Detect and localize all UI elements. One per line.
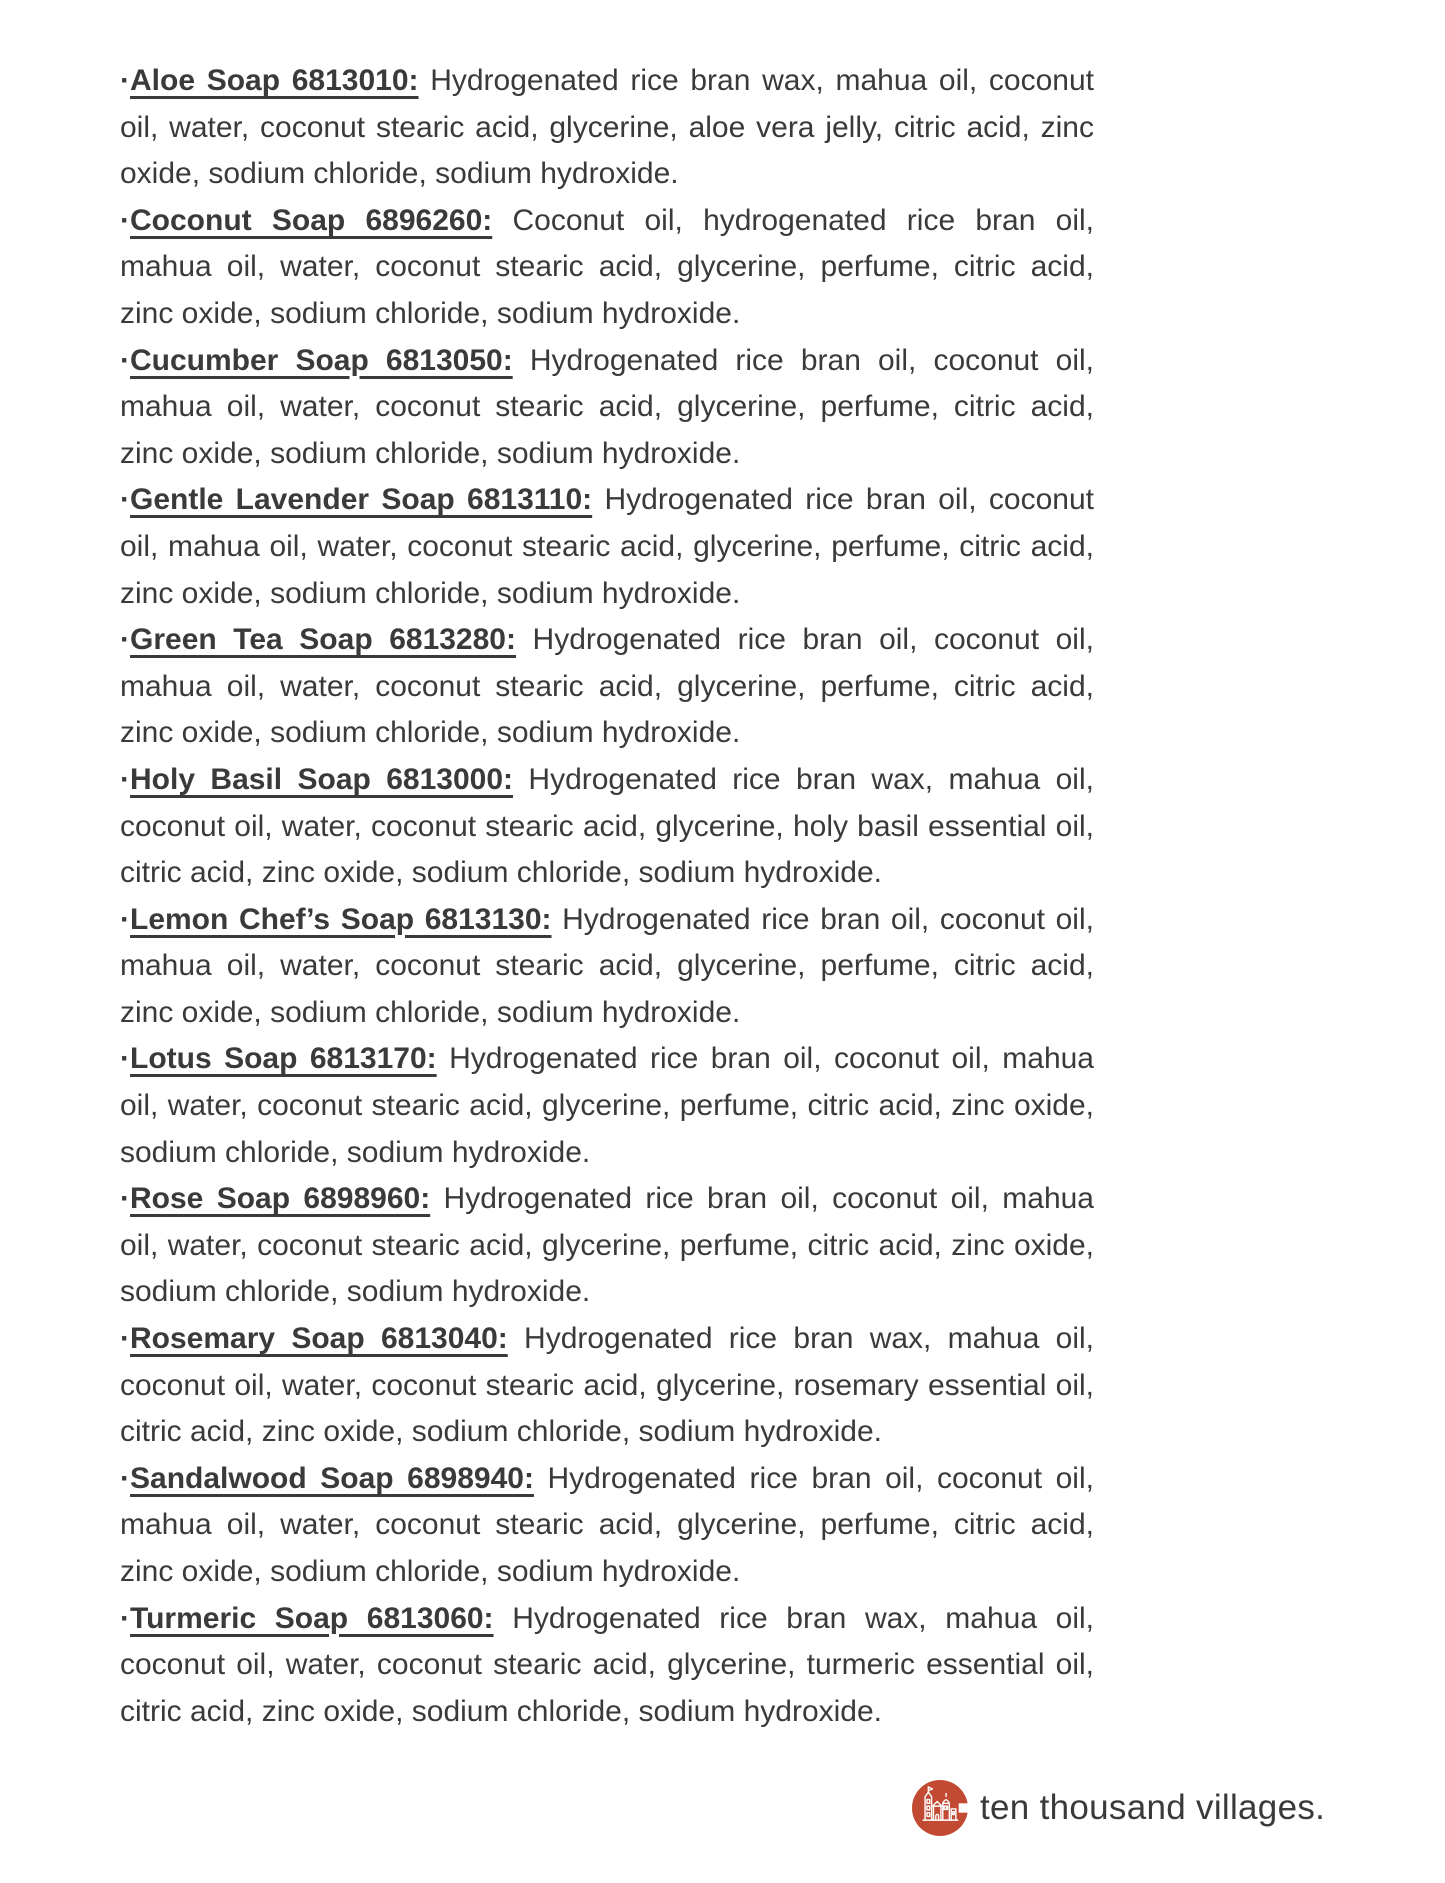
soap-entry [120, 617, 1094, 757]
bullet-dot: · [120, 343, 130, 377]
soap-entry [120, 1036, 1094, 1176]
soap-name: Lemon Chef’s Soap 6813130: [130, 902, 552, 936]
soap-name: Rosemary Soap 6813040: [130, 1322, 508, 1356]
soap-name: Cucumber Soap 6813050: [130, 343, 513, 377]
soap-entry [120, 1596, 1094, 1736]
bullet-dot: · [120, 1322, 130, 1356]
bullet-dot: · [120, 762, 130, 796]
bullet-dot: · [120, 1601, 130, 1635]
soap-ingredients: Hydrogenated rice bran oil, coconut oil, mahua oil, water, coconut stearic acid, glycerine, perfume, citric acid, zinc oxide, sodium chloride, sodium hydroxide. [120, 1461, 1094, 1588]
soap-ingredients: Hydrogenated rice bran wax, mahua oil, coconut oil, water, coconut stearic acid, glycerine, turmeric essential oil, citric acid, zinc oxide, sodium chloride, sodium hydroxide. [120, 1601, 1094, 1728]
soap-ingredients: Hydrogenated rice bran oil, coconut oil, mahua oil, water, coconut stearic acid, glycerine, perfume, citric acid, zinc oxide, sodium chloride, sodium hydroxide. [120, 1182, 1094, 1309]
soap-ingredients: Hydrogenated rice bran oil, coconut oil, mahua oil, water, coconut stearic acid, glycerine, perfume, citric acid, zinc oxide, sodium chloride, sodium hydroxide. [120, 1042, 1094, 1169]
bullet-dot: · [120, 203, 130, 237]
soap-entry [120, 477, 1094, 617]
soap-name: Turmeric Soap 6813060: [130, 1601, 494, 1635]
brand-logo [912, 1780, 1325, 1836]
soap-entry [120, 1456, 1094, 1596]
soap-entry [120, 338, 1094, 478]
soap-name: Aloe Soap 6813010: [130, 64, 419, 97]
soap-name: Lotus Soap 6813170: [130, 1042, 437, 1076]
soap-name: Green Tea Soap 6813280: [130, 623, 516, 657]
soap-ingredients: Hydrogenated rice bran wax, mahua oil, coconut oil, water, coconut stearic acid, glycerine, aloe vera jelly, citric acid, zinc oxide, sodium chloride, sodium hydroxide. [120, 64, 1094, 191]
village-buildings-icon [912, 1780, 968, 1836]
soap-ingredients: Hydrogenated rice bran oil, coconut oil, mahua oil, water, coconut stearic acid, glycerine, perfume, citric acid, zinc oxide, sodium chloride, sodium hydroxide. [120, 343, 1094, 470]
soap-name: Rose Soap 6898960: [130, 1182, 431, 1216]
bullet-dot: · [120, 483, 130, 517]
bullet-dot: · [120, 1042, 130, 1076]
soap-ingredients: Hydrogenated rice bran oil, coconut oil, mahua oil, water, coconut stearic acid, glycerine, perfume, citric acid, zinc oxide, sodium chloride, sodium hydroxide. [120, 483, 1094, 610]
soap-entry [120, 1316, 1094, 1456]
soap-name: Gentle Lavender Soap 6813110: [130, 483, 593, 517]
brand-name: ten thousand villages. [980, 1788, 1326, 1827]
soap-entry [120, 757, 1094, 897]
soap-ingredients: Hydrogenated rice bran oil, coconut oil, mahua oil, water, coconut stearic acid, glycerine, perfume, citric acid, zinc oxide, sodium chloride, sodium hydroxide. [120, 623, 1094, 750]
soap-name: Holy Basil Soap 6813000: [130, 762, 514, 796]
soap-ingredients: Hydrogenated rice bran oil, coconut oil, mahua oil, water, coconut stearic acid, glycerine, perfume, citric acid, zinc oxide, sodium chloride, sodium hydroxide. [120, 902, 1094, 1029]
soap-entry [120, 198, 1094, 338]
soap-entry [120, 1176, 1094, 1316]
soap-name: Coconut Soap 6896260: [130, 203, 493, 237]
soap-ingredients: Hydrogenated rice bran wax, mahua oil, coconut oil, water, coconut stearic acid, glycerine, holy basil essential oil, citric acid, zinc oxide, sodium chloride, sodium hydroxide. [120, 762, 1094, 890]
bullet-dot: · [120, 902, 130, 936]
bullet-dot: · [120, 64, 130, 97]
bullet-dot: · [120, 1461, 130, 1495]
bullet-dot: · [120, 623, 130, 657]
soap-ingredients: Hydrogenated rice bran wax, mahua oil, coconut oil, water, coconut stearic acid, glycerine, rosemary essential oil, citric acid, zinc oxide, sodium chloride, sodium hydroxide. [120, 1322, 1094, 1449]
soap-entry [120, 58, 1094, 198]
soap-entry [120, 897, 1094, 1037]
soap-name: Sandalwood Soap 6898940: [130, 1461, 534, 1495]
bullet-dot: · [120, 1182, 130, 1216]
soap-ingredient-list [120, 58, 1094, 1735]
soap-ingredients: Coconut oil, hydrogenated rice bran oil, mahua oil, water, coconut stearic acid, glycerine, perfume, citric acid, zinc oxide, sodium chloride, sodium hydroxide. [120, 203, 1095, 330]
